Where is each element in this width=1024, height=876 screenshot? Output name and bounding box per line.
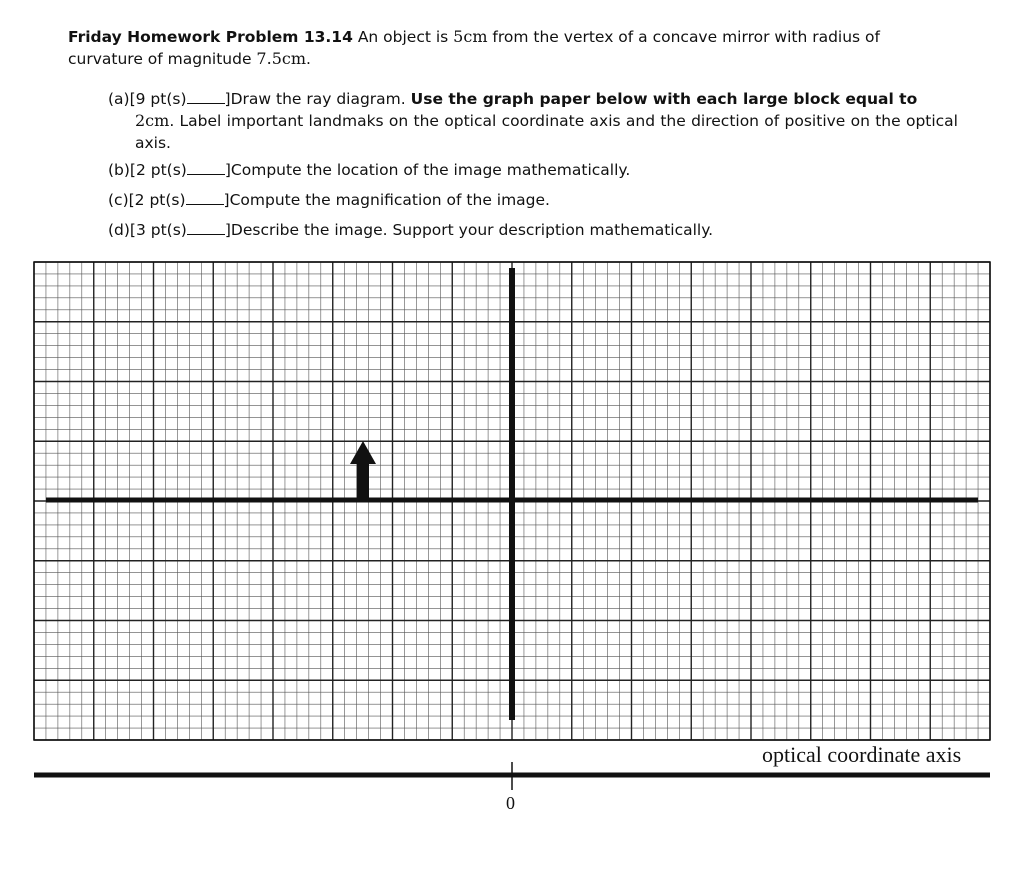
part-d-prefix: (d)[3 pt(s) xyxy=(108,221,187,239)
part-a-bold-instruction: Use the graph paper below with each large block equal to xyxy=(410,90,918,108)
part-a-text-2: . Label important landmaks on the optical coordinate axis and the direction of positive on the optical axis. xyxy=(135,112,958,152)
problem-text-1: An object is xyxy=(352,28,454,46)
part-c-text: Compute the magnification of the image. xyxy=(229,191,550,209)
part-b-prefix: (b)[2 pt(s) xyxy=(108,161,187,179)
part-b-text: Compute the location of the image mathematically. xyxy=(230,161,631,179)
part-c-prefix: (c)[2 pt(s) xyxy=(108,191,186,209)
part-b-suffix: ] xyxy=(224,161,231,179)
problem-text-3: . xyxy=(306,50,311,68)
part-a-suffix: ] xyxy=(224,90,231,108)
radius-of-curvature: 7.5cm xyxy=(256,49,306,68)
block-unit: 2cm xyxy=(135,111,170,130)
part-a-text-1: Draw the ray diagram. xyxy=(230,90,411,108)
part-d-text: Describe the image. Support your description mathematically. xyxy=(230,221,714,239)
part-a-prefix: (a)[9 pt(s) xyxy=(108,90,187,108)
optical-axis-label: optical coordinate axis xyxy=(762,742,962,767)
object-distance: 5cm xyxy=(453,27,488,46)
problem-title: Friday Homework Problem 13.14 xyxy=(68,28,353,46)
problem-text-2: from the vertex of a concave mirror with radius of curvature of magnitude xyxy=(68,28,880,68)
object-arrow xyxy=(350,441,376,500)
origin-label: 0 xyxy=(506,793,515,813)
part-c-suffix: ] xyxy=(223,191,230,209)
part-d-suffix: ] xyxy=(224,221,231,239)
